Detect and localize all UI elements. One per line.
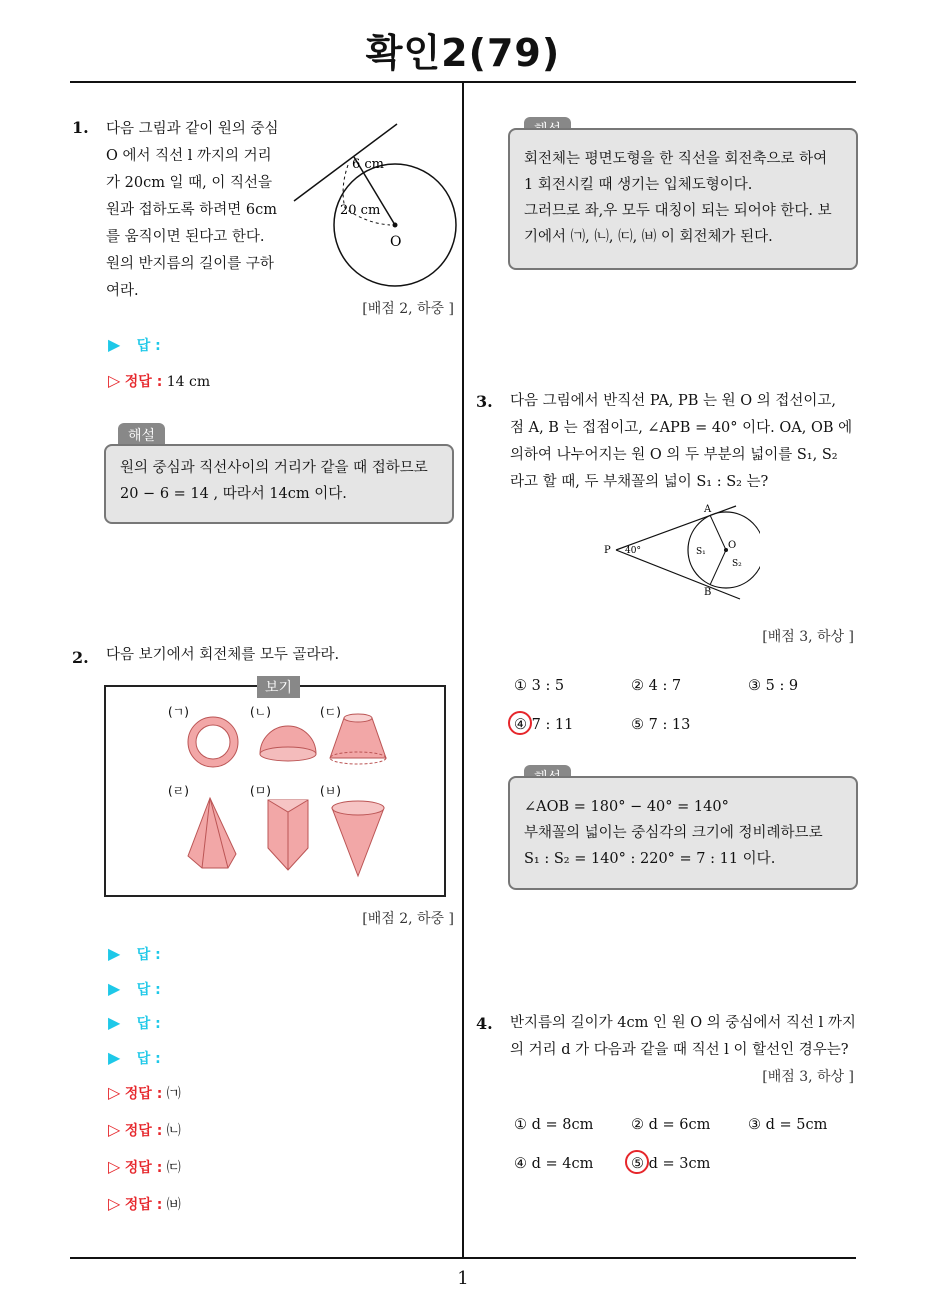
q3-label-a: A bbox=[704, 504, 712, 515]
q3-label-p: P bbox=[604, 545, 611, 556]
q3-radius-oa bbox=[710, 515, 726, 550]
q2-correct-label: 정답 : bbox=[124, 1123, 163, 1139]
q3-tangent-pb bbox=[616, 550, 740, 599]
q1-label-o: O bbox=[390, 234, 402, 250]
q2-correct-value: ㈀ bbox=[166, 1086, 181, 1102]
q2-answer-row bbox=[108, 1048, 161, 1068]
q4-line: 반지름의 길이가 4cm 인 원 O 의 중심에서 직선 l 까지 bbox=[510, 1015, 856, 1031]
q3-choice-4[interactable]: ④ 7 : 11 bbox=[514, 717, 574, 733]
q3-figure bbox=[600, 500, 760, 605]
q1-correct-label: 정답 : bbox=[124, 374, 163, 390]
q2-explain-line: 1 회전시킬 때 생기는 입체도형이다. bbox=[524, 177, 753, 193]
q3-tangent-pa bbox=[616, 506, 736, 550]
q4-text bbox=[510, 1010, 865, 1064]
outline-triangle-icon: ▷ bbox=[108, 1120, 121, 1139]
q1-correct-row bbox=[108, 371, 210, 391]
q2-correct-value: ㈅ bbox=[166, 1197, 181, 1213]
page-number: 1 bbox=[457, 1268, 469, 1289]
q1-center-dot bbox=[393, 223, 398, 228]
outline-triangle-icon: ▷ bbox=[108, 1194, 121, 1213]
q3-line: 점 A, B 는 접점이고, ∠APB = 40° 이다. OA, OB 에 bbox=[510, 420, 853, 436]
q2-correct-value: ㈂ bbox=[166, 1160, 181, 1176]
q3-choice-1[interactable]: ① 3 : 5 bbox=[514, 678, 565, 694]
q1-explain-box bbox=[104, 444, 454, 524]
q2-answer-label: 답 : bbox=[136, 1016, 161, 1032]
q4-choice-3[interactable]: ③ d = 5cm bbox=[748, 1117, 828, 1133]
q3-choice-5[interactable]: ⑤ 7 : 13 bbox=[631, 717, 691, 733]
hemisphere-base bbox=[260, 747, 316, 761]
q1-explain-line: 원의 중심과 직선사이의 거리가 같을 때 접하므로 bbox=[120, 460, 428, 476]
outline-triangle-icon: ▷ bbox=[108, 1157, 121, 1176]
q2-label-4: (ㄹ) bbox=[168, 784, 189, 798]
q2-explain-box bbox=[508, 128, 858, 270]
triangle-icon: ▶ bbox=[108, 1048, 121, 1067]
q2-score: [배점 2, 하중 ] bbox=[362, 911, 454, 927]
q3-label-o: O bbox=[728, 540, 737, 551]
pyramid-shape bbox=[188, 798, 236, 868]
outline-triangle-icon: ▷ bbox=[108, 1083, 121, 1102]
cone-shape bbox=[332, 808, 384, 876]
q2-correct-label: 정답 : bbox=[124, 1160, 163, 1176]
q3-explain-line: S₁ : S₂ = 140° : 220° = 7 : 11 이다. bbox=[524, 851, 776, 867]
q2-correct-row bbox=[108, 1083, 181, 1103]
q2-label-2: (ㄴ) bbox=[250, 705, 271, 719]
frustum-top bbox=[344, 714, 372, 722]
q2-label-5: (ㅁ) bbox=[250, 784, 271, 798]
q3-number: 3. bbox=[476, 392, 493, 411]
triangle-icon: ▶ bbox=[108, 335, 121, 354]
page-title: 확인2(79) bbox=[365, 31, 561, 75]
q2-number: 2. bbox=[72, 648, 89, 667]
q3-choice-2[interactable]: ② 4 : 7 bbox=[631, 678, 682, 694]
q1-number: 1. bbox=[72, 118, 89, 137]
q1-score: [배점 2, 하중 ] bbox=[362, 301, 454, 317]
q2-label-6: (ㅂ) bbox=[320, 784, 341, 798]
q4-score: [배점 3, 하상 ] bbox=[762, 1069, 854, 1085]
q2-label-3: (ㄷ) bbox=[320, 705, 341, 719]
q1-explain-line: 20 − 6 = 14 , 따라서 14cm 이다. bbox=[120, 486, 347, 502]
q3-radius-ob bbox=[710, 550, 726, 585]
q1-line: O 에서 직선 l 까지의 거리 bbox=[106, 148, 272, 164]
triangle-icon: ▶ bbox=[108, 1013, 121, 1032]
q2-answer-label: 답 : bbox=[136, 947, 161, 963]
q2-bogi-tag: 보기 bbox=[257, 676, 300, 698]
q3-label-angle: 40° bbox=[625, 546, 641, 556]
q4-choice-1[interactable]: ① d = 8cm bbox=[514, 1117, 594, 1133]
q2-explain-line: 회전체는 평면도형을 한 직선을 회전축으로 하여 bbox=[524, 151, 828, 167]
q4-choice-4[interactable]: ④ d = 4cm bbox=[514, 1156, 594, 1172]
q3-line: 라고 할 때, 두 부채꼴의 넓이 S₁ : S₂ 는? bbox=[510, 474, 769, 490]
q4-selected-circle-icon bbox=[625, 1150, 649, 1174]
q1-label-6cm: 6 cm bbox=[352, 157, 385, 172]
cone-top bbox=[332, 801, 384, 815]
q2-answer-label: 답 : bbox=[136, 982, 161, 998]
triangle-icon: ▶ bbox=[108, 944, 121, 963]
q2-answer-row bbox=[108, 944, 161, 964]
q1-correct-value: 14 cm bbox=[166, 374, 211, 390]
bottom-rule bbox=[70, 1257, 856, 1259]
q2-correct-label: 정답 : bbox=[124, 1086, 163, 1102]
torus-hole bbox=[196, 725, 230, 759]
q2-explain-line: 기에서 ㈀, ㈁, ㈂, ㈅ 이 회전체가 된다. bbox=[524, 229, 773, 245]
q2-answer-row bbox=[108, 979, 161, 999]
q3-label-s1: S₁ bbox=[696, 547, 706, 557]
q3-choice-3[interactable]: ③ 5 : 9 bbox=[748, 678, 799, 694]
q1-line: 원의 반지름의 길이를 구하 bbox=[106, 256, 274, 272]
q2-correct-value: ㈁ bbox=[166, 1123, 181, 1139]
q4-line: 의 거리 d 가 다음과 같을 때 직선 l 이 할선인 경우는? bbox=[510, 1042, 849, 1058]
q3-score: [배점 3, 하상 ] bbox=[762, 629, 854, 645]
q2-correct-row bbox=[108, 1194, 181, 1214]
q1-text bbox=[106, 116, 286, 305]
q3-explain-line: 부채꼴의 넓이는 중심각의 크기에 정비례하므로 bbox=[524, 825, 823, 841]
q2-shapes bbox=[110, 698, 442, 890]
q2-label-1: (ㄱ) bbox=[168, 705, 189, 719]
q1-line: 를 움직이면 된다고 한다. bbox=[106, 229, 265, 245]
q1-figure bbox=[290, 118, 460, 293]
column-divider bbox=[462, 83, 464, 1258]
q4-choice-5[interactable]: ⑤ d = 3cm bbox=[631, 1156, 711, 1172]
q4-number: 4. bbox=[476, 1014, 493, 1033]
q2-answer-row bbox=[108, 1013, 161, 1033]
q3-text bbox=[510, 388, 860, 496]
outline-triangle-icon: ▷ bbox=[108, 371, 121, 390]
q1-line: 여라. bbox=[106, 283, 139, 299]
q1-explain-tag: 해설 bbox=[118, 423, 165, 447]
q2-text: 다음 보기에서 회전체를 모두 골라라. bbox=[106, 647, 340, 663]
triangle-icon: ▶ bbox=[108, 979, 121, 998]
q3-explain-box bbox=[508, 776, 858, 890]
q1-line: 원과 접하도록 하려면 6cm bbox=[106, 202, 277, 218]
q1-line: 가 20cm 일 때, 이 직선을 bbox=[106, 175, 273, 191]
q2-explain-line: 그러므로 좌,우 모두 대칭이 되는 되어야 한다. 보 bbox=[524, 203, 832, 219]
q3-explain-line: ∠AOB = 180° − 40° = 140° bbox=[524, 799, 729, 815]
q2-answer-label: 답 : bbox=[136, 1051, 161, 1067]
q2-correct-label: 정답 : bbox=[124, 1197, 163, 1213]
q3-line: 의하여 나누어지는 원 O 의 두 부분의 넓이를 S₁, S₂ bbox=[510, 447, 838, 463]
q3-label-b: B bbox=[704, 587, 712, 598]
q1-answer-row bbox=[108, 335, 161, 355]
frustum-shape bbox=[330, 718, 386, 758]
q1-label-20cm: 20 cm bbox=[340, 203, 381, 218]
q3-selected-circle-icon bbox=[508, 711, 532, 735]
q2-correct-row bbox=[108, 1157, 181, 1177]
q2-correct-row bbox=[108, 1120, 181, 1140]
q3-label-s2: S₂ bbox=[732, 559, 742, 569]
q1-line: 다음 그림과 같이 원의 중심 bbox=[106, 121, 279, 137]
q3-line: 다음 그림에서 반직선 PA, PB 는 원 O 의 접선이고, bbox=[510, 393, 837, 409]
q1-answer-label: 답 : bbox=[136, 338, 161, 354]
q4-choice-2[interactable]: ② d = 6cm bbox=[631, 1117, 711, 1133]
